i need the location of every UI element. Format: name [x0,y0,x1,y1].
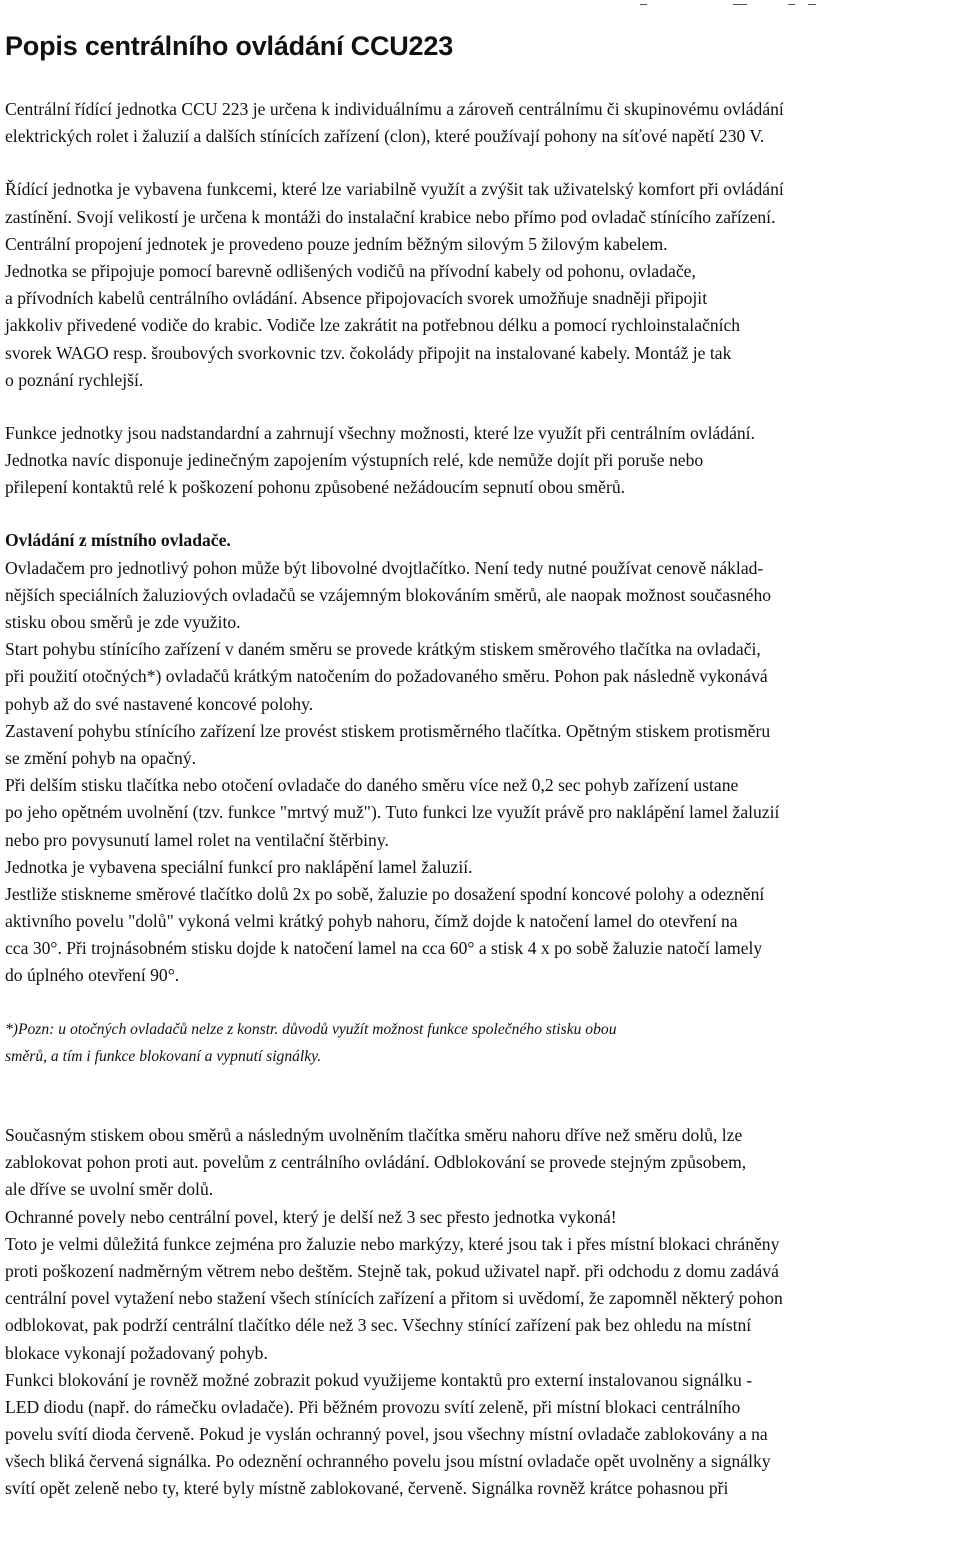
text-line: a přívodních kabelů centrálního ovládání. Absence připojovacích svorek umožňuje snadněji připojit [5,288,708,309]
text-line: po jeho opětném uvolnění (tzv. funkce "mrtvý muž"). Tuto funkci lze využít právě pro naklápění lamel žaluzií [5,802,780,823]
text-line: aktivního povelu "dolů" vykoná velmi krátký pohyb nahoru, čímž dojde k natočení lamel do otevření na [5,911,738,932]
top-edge-marks [0,0,960,8]
text-line: pohyb až do své nastavené koncové polohy. [5,693,314,714]
text-line: Toto je velmi důležitá funkce zejména pro žaluzie nebo markýzy, které jsou tak i přes místní blokaci chráněny [5,1233,780,1254]
text-line: blokace vykonají požadovaný pohyb. [5,1342,268,1363]
paragraph-features [5,176,957,394]
text-line: zablokovat pohon proti aut. povelům z centrálního ovládání. Odblokování se provede stejným způsobem, [5,1152,747,1173]
text-line: Jednotka je vybavena speciální funkcí pro naklápění lamel žaluzií. [5,856,473,877]
text-line: ale dříve se uvolní směr dolů. [5,1179,214,1200]
text-line: odblokovat, pak podrží centrální tlačítko déle než 3 sec. Všechny stínící zařízení pak bez ohledu na místní [5,1315,752,1336]
text-line: Funkce jednotky jsou nadstandardní a zahrnují všechny možnosti, které lze využít při centrálním ovládání. [5,422,755,443]
text-line: přilepení kontaktů relé k poškození pohonu způsobené nežádoucím sepnutí obou směrů. [5,477,626,498]
text-line: centrální povel vytažení nebo stažení všech stínících zařízení a přitom si uvědomí, že zapomněl některý pohon [5,1288,783,1309]
text-line: o poznání rychlejší. [5,369,144,390]
text-line: Start pohybu stínícího zařízení v daném směru se provede krátkým stiskem směrového tlačítka na ovladači, [5,639,761,660]
text-line: Centrální řídící jednotka CCU 223 je určena k individuálnímu a zároveň centrálnímu či skupinovému ovládání [5,99,784,119]
text-line: jakkoliv přivedené vodiče do krabic. Vodiče lze zakrátit na potřebnou délku a pomocí rychloinstalačních [5,315,741,336]
text-line: cca 30°. Při trojnásobném stisku dojde k natočení lamel na cca 60° a stisk 4 x po sobě žaluzie natočí lamely [5,938,763,959]
text-line: nějších speciálních žaluziových ovladačů se vzájemným blokováním směrů, ale naopak možnost současného [5,584,772,605]
text-line: Jednotka se připojuje pomocí barevně odlišených vodičů na přívodní kabely od pohonu, ovladače, [5,260,696,281]
text-line: proti poškození nadměrným větrem nebo deštěm. Stejně tak, pokud uživatel např. při odchodu z domu zadává [5,1260,779,1281]
text-line: všech bliká červená signálka. Po odeznění ochranného povelu jsou místní ovladače opět uvolněny a signálky [5,1451,771,1472]
text-line: se změní pohyb na opačný. [5,747,197,768]
paragraph-blocking [5,1122,957,1503]
text-line: nebo pro povysunutí lamel rolet na ventilační štěrbiny. [5,829,389,850]
paragraph-local-control [5,555,957,990]
document-body [5,96,957,1503]
text-line: při použití otočných*) ovladačů krátkým natočením do požadovaného směru. Pohon pak následně vykonává [5,666,768,687]
paragraph-intro [5,96,957,150]
footnote-line: *)Pozn: u otočných ovladačů nelze z konstr. důvodů využít možnost funkce společného stisku obou [5,1020,617,1038]
text-line: Jednotka navíc disponuje jedinečným zapojením výstupních relé, kde nemůže dojít při poruše nebo [5,450,704,471]
text-line: Řídící jednotka je vybavena funkcemi, které lze variabilně využít a zvýšit tak uživatelský komfort při ovládání [5,179,784,200]
text-line: svorek WAGO resp. šroubových svorkovnic tzv. čokolády připojit na instalované kabely. Montáž je tak [5,342,732,363]
paragraph-functions [5,420,957,502]
text-line: zastínění. Svojí velikostí je určena k montáži do instalační krabice nebo přímo pod ovladač stínícího zařízení. [5,206,776,227]
text-line: elektrických rolet i žaluzií a dalších stínících zařízení (clon), které používají pohony na síťové napětí 230 V. [5,126,765,147]
text-line: Zastavení pohybu stínícího zařízení lze provést stiskem protisměrného tlačítka. Opětným stiskem protisměru [5,720,771,741]
text-line: do úplného otevření 90°. [5,965,180,986]
text-line: Současným stiskem obou směrů a následným uvolněním tlačítka směru nahoru dříve než směru dolů, lze [5,1125,743,1145]
footnote [5,1016,957,1070]
text-line: Centrální propojení jednotek je provedeno pouze jedním běžným silovým 5 žilovým kabelem. [5,233,668,254]
text-line: LED diodu (např. do rámečku ovladače). Při běžném provozu svítí zeleně, při místní blokaci centrálního [5,1396,741,1417]
text-line: Funkci blokování je rovněž možné zobrazit pokud využijeme kontaktů pro externí instalovanou signálku - [5,1369,753,1390]
section-heading: Ovládání z místního ovladače. [5,530,231,551]
text-line: Jestliže stiskneme směrové tlačítko dolů 2x po sobě, žaluzie po dosažení spodní koncové polohy a odeznění [5,883,765,904]
text-line: stisku obou směrů je zde využito. [5,612,241,632]
text-line: Ovladačem pro jednotlivý pohon může být libovolné dvojtlačítko. Není tedy nutné používat cenově náklad- [5,557,764,578]
text-line: svítí opět zeleně nebo ty, které byly místně zablokované, červeně. Signálka rovněž krátce pohasnou při [5,1478,729,1499]
footnote-line: směrů, a tím i funkce blokovaní a vypnutí signálky. [5,1047,322,1065]
text-line: Ochranné povely nebo centrální povel, který je delší než 3 sec přesto jednotka vykoná! [5,1206,617,1227]
text-line: Při delším stisku tlačítka nebo otočení ovladače do daného směru více než 0,2 sec pohyb zařízení ustane [5,775,739,796]
page-title: Popis centrálního ovládání CCU223 [5,31,454,61]
text-line: povelu svítí dioda červeně. Pokud je vyslán ochranný povel, jsou všechny místní ovladače zablokovány a na [5,1424,768,1445]
